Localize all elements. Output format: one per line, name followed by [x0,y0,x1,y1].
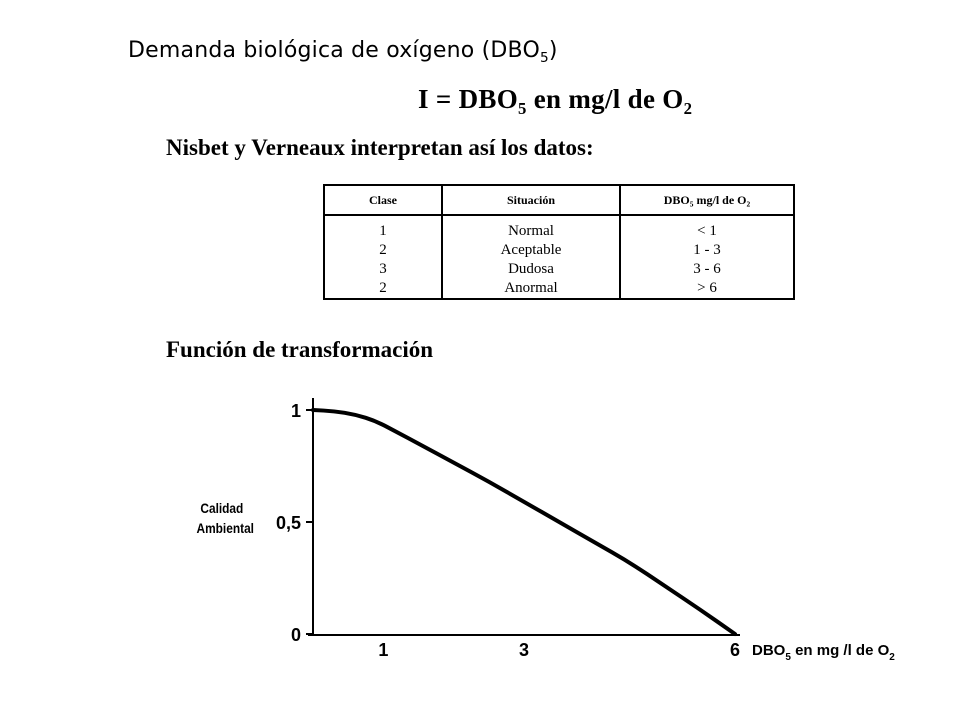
x-axis-label: $DBO_5$ en mg /l de $O_2$ [752,642,895,663]
cell-situacion: Normal [508,223,554,239]
cell-dbo: 1 - 3 [693,242,721,258]
cell-clase: 1 [379,223,387,239]
cell-dbo: 3 - 6 [693,261,721,277]
cell-dbo: < 1 [697,223,717,239]
cell-situacion: Dudosa [508,261,554,277]
cell-clase: 2 [379,242,387,258]
x-tick-label: 1 [378,640,389,660]
x-tick-label: 6 [729,640,741,660]
series-line [313,410,735,634]
cell-clase: 2 [379,280,387,296]
y-axis-label: Calidad [200,500,244,517]
y-tick-label: 0,5 [275,513,301,533]
x-tick-label: 3 [518,640,530,660]
page-title: Demanda biológica de oxígeno $(DBO_5)$ [128,38,558,66]
cell-clase: 3 [379,261,387,277]
y-tick-label: 1 [290,401,301,421]
header-dbo: $DBO_5$ mg/l de $O_2$ [620,186,793,215]
transform-heading: Función de transformación [166,337,434,362]
cell-dbo: > 6 [697,280,717,296]
intro-heading: Nisbet y Verneaux interpretan así los datos: [166,135,594,160]
cell-situacion: Anormal [504,280,558,296]
y-tick-label: 0 [290,625,301,645]
cell-situacion: Aceptable [500,242,562,258]
header-clase: Clase [325,186,442,215]
formula: $I = DBO_5$ en mg/l de $O_2$ [418,84,693,118]
header-situacion: Situación [442,186,620,215]
y-axis-label: Ambiental [196,520,255,537]
